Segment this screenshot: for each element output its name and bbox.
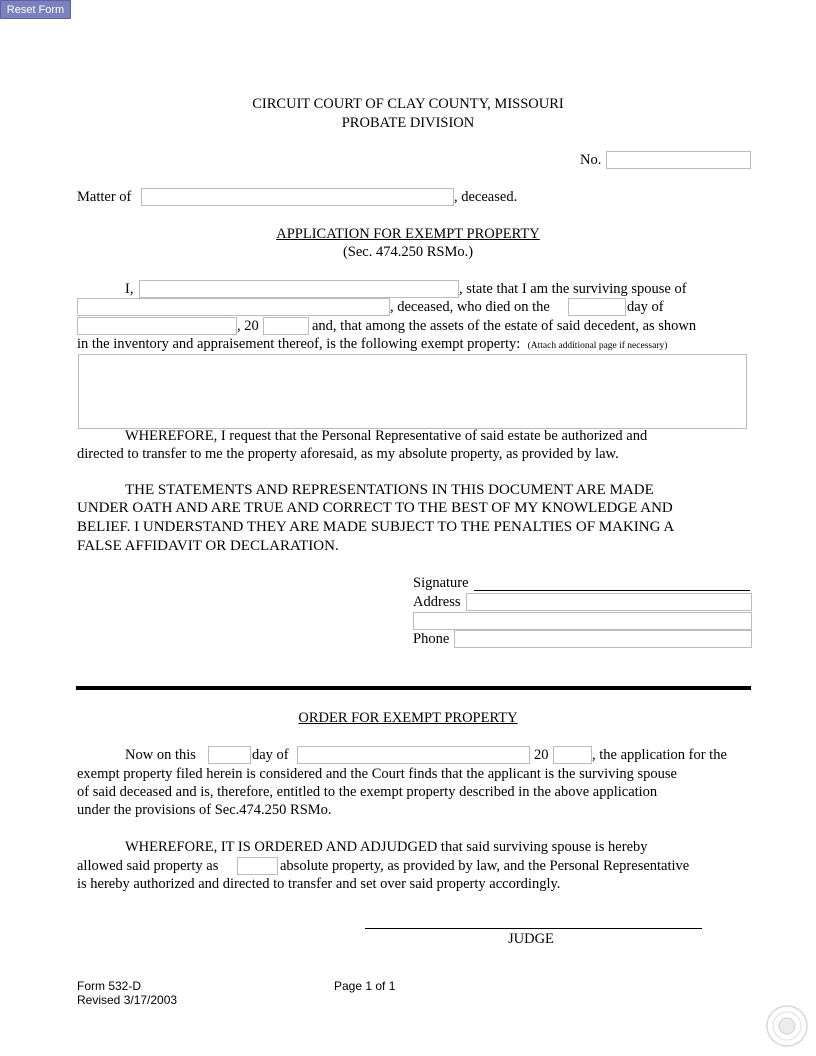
death-year-field[interactable] — [263, 317, 309, 335]
year-prefix-text: , 20 — [237, 318, 259, 334]
attach-note: (Attach additional page if necessary) — [527, 341, 668, 351]
signature-line[interactable] — [474, 590, 750, 591]
wherefore-line-1: WHEREFORE, I request that the Personal Representative of said estate be authorized and — [125, 428, 648, 444]
exempt-property-field[interactable] — [78, 354, 747, 429]
judge-label: JUDGE — [508, 931, 554, 947]
judge-signature-line — [365, 928, 702, 929]
spouse-name-field[interactable] — [77, 298, 390, 316]
day-of-text: day of — [627, 299, 664, 315]
address-field-1[interactable] — [466, 593, 752, 611]
now-on-this-text: Now on this — [125, 747, 196, 763]
ordered-line-3: is hereby authorized and directed to transfer and set over said property accordingly. — [77, 876, 561, 892]
deceased-label: , deceased. — [454, 189, 518, 205]
application-for-text: , the application for the — [592, 747, 727, 763]
absolute-property-text: absolute property, as provided by law, and the Personal Representative — [280, 858, 690, 874]
order-line-2: exempt property filed herein is considered and the Court finds that the applicant is the surviving spouse — [77, 766, 677, 782]
division-title: PROBATE DIVISION — [341, 115, 475, 131]
allowed-as-text: allowed said property as — [77, 858, 219, 874]
section-divider — [76, 686, 751, 690]
order-line-4: under the provisions of Sec.474.250 RSMo. — [77, 802, 332, 818]
deceased-text: , deceased, who died on the — [390, 299, 550, 315]
allowed-as-field[interactable] — [237, 857, 278, 875]
order-day-of-text: day of — [252, 747, 289, 763]
death-month-field[interactable] — [77, 317, 237, 335]
applicant-name-field[interactable] — [139, 280, 459, 298]
address-label: Address — [413, 594, 461, 610]
order-day-field[interactable] — [208, 746, 251, 764]
signature-label: Signature — [413, 575, 469, 591]
oath-line-4: FALSE AFFIDAVIT OR DECLARATION. — [77, 538, 339, 554]
ordered-line-1: WHEREFORE, IT IS ORDERED AND ADJUDGED that said surviving spouse is hereby — [125, 839, 648, 855]
wherefore-line-2: directed to transfer to me the property aforesaid, as my absolute property, as provided by law. — [77, 446, 619, 462]
address-field-2[interactable] — [413, 612, 752, 630]
order-year-field[interactable] — [553, 746, 592, 764]
death-day-field[interactable] — [568, 298, 626, 316]
reset-form-button[interactable]: Reset Form — [0, 0, 71, 19]
matter-of-label: Matter of — [77, 189, 132, 205]
assets-text: and, that among the assets of the estate of said decedent, as shown — [312, 318, 697, 334]
application-title: APPLICATION FOR EXEMPT PROPERTY — [276, 226, 540, 242]
statute-reference: (Sec. 474.250 RSMo.) — [342, 244, 474, 260]
state-text: , state that I am the surviving spouse of — [459, 281, 687, 297]
court-seal-icon — [765, 1004, 809, 1048]
court-title: CIRCUIT COURT OF CLAY COUNTY, MISSOURI — [252, 96, 564, 112]
order-year-prefix: 20 — [534, 747, 549, 763]
revised-date: Revised 3/17/2003 — [77, 993, 178, 1007]
decedent-name-field[interactable] — [141, 188, 454, 206]
page-number: Page 1 of 1 — [334, 979, 396, 993]
oath-line-3: BELIEF. I UNDERSTAND THEY ARE MADE SUBJECT TO THE PENALTIES OF MAKING A — [77, 519, 675, 535]
form-number: Form 532-D — [77, 979, 142, 993]
oath-line-1: THE STATEMENTS AND REPRESENTATIONS IN THIS DOCUMENT ARE MADE — [125, 482, 654, 498]
order-title: ORDER FOR EXEMPT PROPERTY — [298, 710, 518, 726]
order-line-3: of said deceased and is, therefore, entitled to the exempt property described in the above application — [77, 784, 658, 800]
case-number-label: No. — [580, 152, 602, 168]
case-number-field[interactable] — [606, 151, 751, 169]
inventory-text: in the inventory and appraisement thereof, is the following exempt property: (Attach additional page if necessary) — [77, 336, 668, 352]
oath-line-2: UNDER OATH AND ARE TRUE AND CORRECT TO THE BEST OF MY KNOWLEDGE AND — [77, 500, 673, 516]
order-month-field[interactable] — [297, 746, 530, 764]
phone-label: Phone — [413, 631, 450, 647]
i-label: I, — [125, 281, 134, 297]
phone-field[interactable] — [454, 630, 752, 648]
